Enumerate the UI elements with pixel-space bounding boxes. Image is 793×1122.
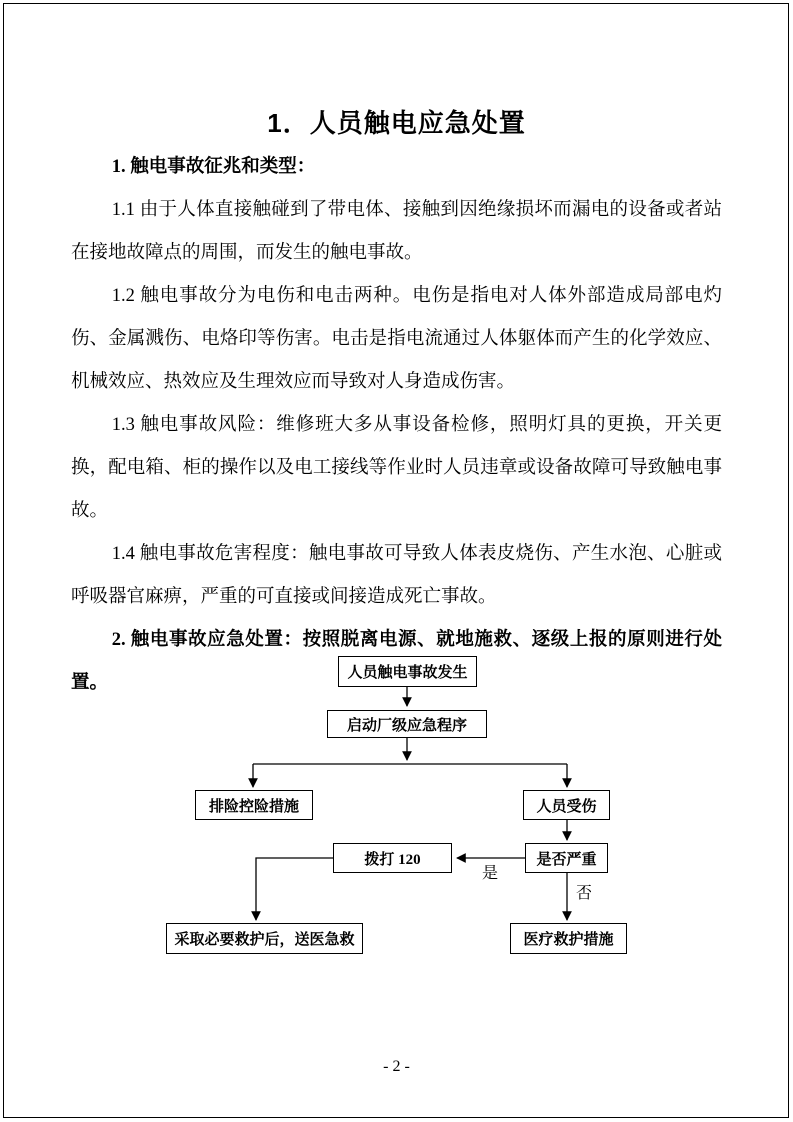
edge-label-no: 否 bbox=[576, 885, 593, 902]
flow-node-severity-decision: 是否严重 bbox=[525, 843, 608, 873]
flow-node-hazard-control: 排险控险措施 bbox=[195, 790, 313, 820]
flow-node-medical-measures: 医疗救护措施 bbox=[510, 923, 627, 954]
section-heading-2: 2. 触电事故应急处置：按照脱离电源、就地施救、逐级上报的原则进行处置。 bbox=[71, 630, 722, 693]
flow-node-start-plant-emergency: 启动厂级应急程序 bbox=[327, 710, 487, 738]
paragraph-1-1: 1.1 由于人体直接触碰到了带电体、接触到因绝缘损坏而漏电的设备或者站在接地故障点的周围，而发生的触电事故。 bbox=[71, 200, 722, 263]
flow-node-rescue-then-hospital: 采取必要救护后，送医急救 bbox=[166, 923, 363, 954]
flowchart-connectors bbox=[0, 650, 793, 970]
paragraph-1-3: 1.3 触电事故风险：维修班大多从事设备检修，照明灯具的更换，开关更换，配电箱、柜的操作以及电工接线等作业时人员违章或设备故障可导致触电事故。 bbox=[71, 415, 722, 521]
flow-node-call-120: 拨打 120 bbox=[333, 843, 452, 873]
paragraph-1-4: 1.4 触电事故危害程度：触电事故可导致人体表皮烧伤、产生水泡、心脏或呼吸器官麻痹，严重的可直接或间接造成死亡事故。 bbox=[71, 544, 722, 607]
flow-node-person-injured: 人员受伤 bbox=[523, 790, 610, 820]
page-title: 1．人员触电应急处置 bbox=[267, 108, 526, 138]
document-body bbox=[71, 146, 722, 705]
emergency-flowchart bbox=[0, 650, 793, 970]
page-number: - 2 - bbox=[383, 1058, 410, 1075]
flow-node-accident-occurs: 人员触电事故发生 bbox=[338, 656, 477, 687]
section-heading-1: 1. 触电事故征兆和类型： bbox=[111, 157, 316, 177]
edge-label-yes: 是 bbox=[482, 865, 499, 882]
paragraph-1-2: 1.2 触电事故分为电伤和电击两种。电伤是指电对人体外部造成局部电灼伤、金属溅伤、电烙印等伤害。电击是指电流通过人体躯体而产生的化学效应、机械效应、热效应及生理效应而导致对人身造成伤害。 bbox=[71, 286, 722, 392]
